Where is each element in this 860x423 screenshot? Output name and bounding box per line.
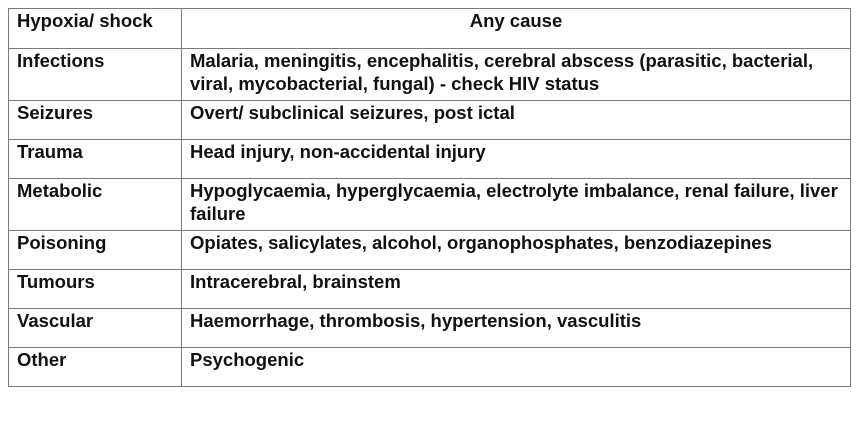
header-row	[9, 9, 851, 49]
header-category-cell: Hypoxia/ shock	[9, 9, 182, 49]
table-row	[9, 309, 851, 348]
description-cell: Haemorrhage, thrombosis, hypertension, vasculitis	[182, 309, 851, 348]
category-cell: Vascular	[9, 309, 182, 348]
description-cell: Head injury, non-accidental injury	[182, 140, 851, 179]
table-row	[9, 140, 851, 179]
category-cell: Infections	[9, 49, 182, 101]
table-row	[9, 179, 851, 231]
table-row	[9, 101, 851, 140]
description-cell: Overt/ subclinical seizures, post ictal	[182, 101, 851, 140]
table-row	[9, 348, 851, 387]
table-row	[9, 231, 851, 270]
category-cell: Metabolic	[9, 179, 182, 231]
category-cell: Poisoning	[9, 231, 182, 270]
category-cell: Other	[9, 348, 182, 387]
table-row	[9, 270, 851, 309]
causes-table	[8, 8, 851, 387]
table-row	[9, 49, 851, 101]
description-cell: Hypoglycaemia, hyperglycaemia, electrolyte imbalance, renal failure, liver failure	[182, 179, 851, 231]
description-cell: Psychogenic	[182, 348, 851, 387]
description-cell: Opiates, salicylates, alcohol, organophosphates, benzodiazepines	[182, 231, 851, 270]
category-cell: Tumours	[9, 270, 182, 309]
category-cell: Trauma	[9, 140, 182, 179]
description-cell: Intracerebral, brainstem	[182, 270, 851, 309]
description-cell: Malaria, meningitis, encephalitis, cerebral abscess (parasitic, bacterial, viral, mycobacterial, fungal) - check HIV status	[182, 49, 851, 101]
header-description-cell: Any cause	[182, 9, 851, 49]
category-cell: Seizures	[9, 101, 182, 140]
